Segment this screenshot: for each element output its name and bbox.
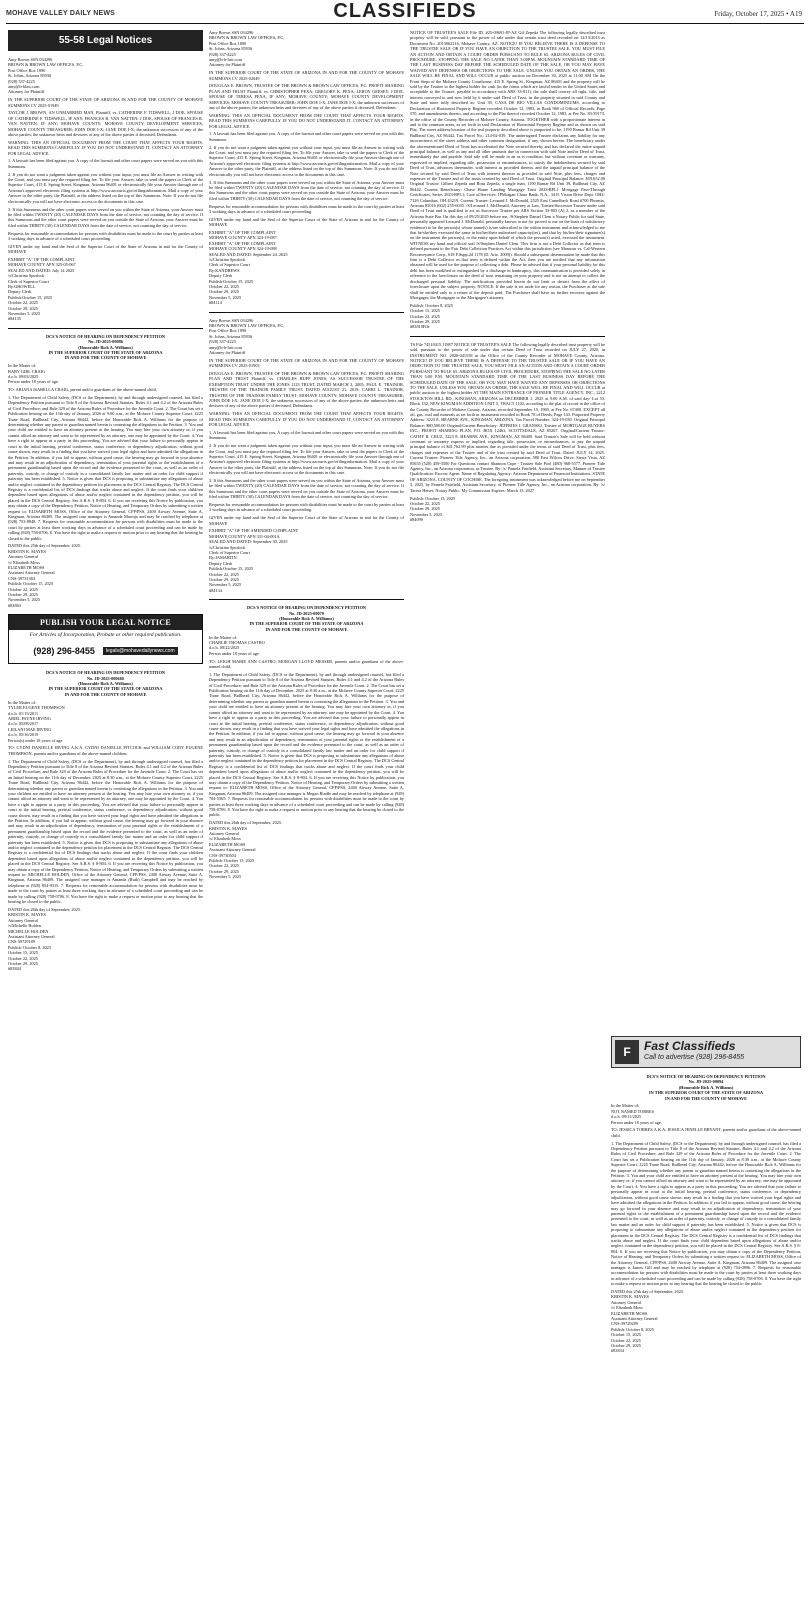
matter-block: In the Matter of: BABY GIRL CRAIG d.o.b. 09/03/2025 Person under 18 years of age.	[8, 363, 59, 385]
paragraph: 1. A lawsuit has been filed against you. A copy of the lawsuit and other court papers were served on you with this Summons.	[8, 158, 203, 169]
signature-block: DATED this 25th day of September, 2025. KRISTIN K. MAYES Attorney General /s/ Elizabeth Moss ELIZABETH MOSS Assistant Attorney General CNS-39731384 Publish: October 15, 2025 October 22, 2025 October 29, 2025 November 5, 2025 #83863	[8, 543, 82, 608]
paragraph: 2. If you do not want a judgment taken against you without your input, you must file an Answer in writing with the Court, and you must pay the required filing fee. To file your Answer, take or send the papers to Clerk of the Superior Court, 415 E. Spring Street, Kingman, Arizona 86401 or electronically file your Answer through one of Arizona's approved electronic filing systems at http://www.azcourts.gov/efilinginformation. Mail a copy of your Answer to the other party, the Plaintiff, at the address listed on the top of this Summons. Note: If you do not file electronically you will not have electronic access to the documents in this case.	[8, 171, 203, 204]
date-page: Friday, October 17, 2025 • A19	[714, 10, 802, 18]
notice-body: 1. The Department of Child Safety, (DCS or the Department), by and through undersigned counsel, has filed a Dependency Petition pursuant to Title 8 of the Arizona Revised Statutes, Rules 4.1 and 4.2 of the Arizona Rules of Civil Procedure; and Rule 329 of the Arizona Rules of Procedure for the Juvenile Court. 2. The Court has set a Publication hearing on the 11th day of December, 2025 at 8:30 a.m., at the Mohave County Superior Court, 2225 Trane Road, Bullhead City, Arizona 86442, before the Honorable Rick A. Williams for the purpose of determining whether any parent or guardian named herein is contesting the allegations in the Petition. 3. You and your child are entitled to have an attorney present at the hearing. You may hire your own attorney or, if you cannot afford an attorney and want to be represented by an attorney, one may be appointed by the Court. 4. You have a right to appear as a party in this proceeding. You are advised that your failure to personally appear in court at the initial hearing, pretrial conference, status conference, or dependency adjudication, without good cause shown, may result in a finding that you have waived your legal rights and have admitted the allegations in the Petition. In addition, if you fail to appear, without good cause, the hearing may go forward in your absence and may result in an adjudication of dependency, termination of your parental rights or the establishment of a permanent guardianship based upon the record and the evidence presented to the court, as well as an order of paternity, custody, or change of custody in a consolidated family law matter and an order for child support if paternity has been established. 5. Notice is given that DCS is proposing to substantiate any allegations of abuse and/or neglect contained in the dependency petition for placement in the DCS Central Registry. The DCS Central Registry is a confidential list of DCS findings that tracks abuse and neglect. If the court finds your child dependent based upon allegations of abuse and/or neglect contained in the dependency petition, you will be placed in the DCS Central Registry. See A.R.S. § 8-804. 6. If you are receiving this Notice by publication, you may obtain a copy of the Dependency Petition, Notice of Hearing, and Temporary Orders by submitting a written request to: ELIZABETH MOSS, Office of the Attorney General, CFP/PSS, 2400 Airway Avenue, Suite A, Kingman, Arizona 86409. The assigned case manager is Megan Rindle and may be reached by telephone at (928) 704-5565. 7. Requests for reasonable accommodation for persons with disabilities must be made to the court by parties at least three working days in advance of a scheduled court proceeding and can be made by calling (928) 758-0706. 8. You have the right to make a request or motion prior to any hearing that the hearing be closed to the public.	[209, 671, 404, 818]
dcs-notice-torres	[611, 1074, 801, 1354]
notice-body: NOTICE OF TRUSTEE'S SALE File ID. #25-09691-JP-AZ Gil Zepeda The following legally described trust property will be sold, pursuant to the power of sale under that certain trust deed recorded on 12/13/2013 as Document No. 2013062216, Mohave County, AZ. NOTICE! IF YOU BELIEVE THERE IS A DEFENSE TO THE TRUSTEE SALE OR IF YOU HAVE AN OBJECTION TO THE TRUSTEE SALE, YOU MUST FILE AN ACTION AND OBTAIN A COURT ORDER PURSUANT TO RULE 65, ARIZONA RULES OF CIVIL PROCEDURE, STOPPING THE SALE NO LATER THAN 5:00P.M. MOUNTAIN STANDARD TIME OF THE LAST BUSINESS DAY BEFORE THE SCHEDULED DATE OF THE SALE, OR YOU MAY HAVE WAIVED ANY DEFENSES OR OBJECTIONS TO THE SALE. UNLESS YOU OBTAIN AN ORDER, THE SALE WILL BE FINAL AND WILL OCCUR at public auction on December 30, 2025 at 11:00 AM On the Front Steps of the Mohave County Courthouse, 415 E. Spring St., Kingman, AZ 86401 and the property will be sold by the Trustee to the highest bidder for cash (in the forms which are lawful tender in the United States and acceptable to the Trustee, payable in accordance with ARS 33-811), the sale shall convey all right, title, and interest conveyed to and now held by it under said Deed of Trust, in the property situated in said County and State and more fully described as: Unit 39, CASA DE RIO VILLAS CONDOMINIUMS, according to Declaration of Horizontal Property Regime recorded October 12, 1983, in Book 969 of Official Records, Page 570, and amendments thereto, and according to the Plat thereof recorded October 12, 1983, at Fee No. 83-39173, in the office of the County Recorder of Mohave County, Arizona. TOGETHER with a proportionate interest in and to the common areas, as set forth in said Declaration of Horizontal Property Regime and as shown on said Plat. The street address/location of the real property described above is purported to be: 1190 Ramar Rd Unit 39 Bullhead City, AZ 86442, Tax Parcel No.: 214-02-039. The undersigned Trustee disclaims any liability for any incorrectness of the street address and other common designation, if any, shown herein. The beneficiary under the aforementioned Deed of Trust has accelerated the Note secured thereby and has declared the entire unpaid principal balance, as well as any and all other amounts due in connection with said Note and/or Deed of Trust, immediately due and payable. Said sale will be made in an as is condition, but without covenant or warranty, expressed or implied, regarding title, possession or encumbrances, to satisfy the indebtedness secured by said Deed of Trust, advances thereunder, with interest as provided therein, and the unpaid principal balance of the Note secured by said Deed of Trust with interest thereon as provided in said Note, plus fees, charges and expenses of the Trustee and of the trusts created by said Deed of Trust. Original Principal Balance: $59,652.00 Original Trustor: Gilbert Zepeda and Rosa Zepeda, a single man, 1190 Ramar Rd Unit 39, Bullhead City, AZ 86442. Current Beneficiary: Chase Home Landing Mortgage Trust 2023-RPL1 Mortgage Pass-Through Certificates, Series 2023-RPL1; Care of/Servicer: JPMorgan Chase Bank, N.A., 3415 Vision Drive Dept. OH4-7126 Columbus, OH 43219. Current Trustee: Leonard J. McDonald, 2525 East Camelback Road #700 Phoenix, Arizona 85016 (602) 255-6035. /S/Leonard J. McDonald, Attorney at Law, Trustee/Successor Trustee under said Deed of Trust and is qualified to act as Successor Trustee per ARS Section 33-803 (A) 2, as a member of the Arizona State Bar. On this day of 09/25/2025 before me, /S/Stephen Daniel Clem a Notary Public for said State, personally appeared Leonard J. McDonald, personally known to me (or proved to me on the basis of satisfactory evidence) to be the person(s) whose name(s) is/are subscribed to the within instrument and acknowledged to me that he/she/they executed the same in his/her/their authorized capacity(ies), and that by his/her/their signature(s) on the instrument the person(s), or the entity upon behalf of which the person(s) acted, executed the instrument. WITNESS my hand and official seal /S/Stephen Daniel Clem. This firm is not a Debt Collector as that term is defined pursuant to the Fair Debt Collection Practices Act within this jurisdiction (see Mansour vs. Cal-Western Reconveyance Corp., 618 F.Supp.2d 1178 (D. Ariz. 2009)). Should a subsequent determination be made that this firm is a Debt Collector as that term is defined within the Act, then you are notified that any information obtained will be used for the purpose of collecting a debt. Please be advised that if your personal liability for this debt has been modified or extinguished by a discharge in bankruptcy, this communication is provided solely in reference to the foreclosure on the deed of trust remaining on your property and is not an attempt to collect the discharged personal liability. The notifications provided herein do not limit or detract from the effect of foreclosure upon the subject property. NOTICE: If the sale is set aside for any reason, the Purchaser at the sale shall be entitled only to a return of the deposit paid. The Purchaser shall have no further recourse against the Mortgagor, the Mortgagee or the Mortgagee's attorney.	[410, 30, 605, 300]
column-1	[8, 30, 203, 1615]
paragraph: GIVEN under my hand and the Seal of the Superior Court of the State of Arizona in and for the County of MOHAVE	[209, 216, 404, 228]
column-2	[209, 30, 404, 1615]
paragraph: 1. A lawsuit has been filed against you. A copy of the lawsuit and other court papers were served on you with this Summons.	[209, 429, 404, 441]
notice-title: DCS'S NOTICE OF HEARING ON DEPENDENCY PETITION No. JD-2025-00094 (Honorable Rick A. Williams) IN THE SUPERIOR COURT OF THE STATE OF ARIZONA IN AND FOR THE COUNTY OF MOHAVE	[646, 1074, 766, 1101]
paragraph: GIVEN under my hand and the Seal of the Superior Court of the State of Arizona in and for the County of MOHAVE	[8, 243, 203, 255]
ad-headline: PUBLISH YOUR LEGAL NOTICE	[9, 615, 202, 630]
matter-block: In the Matter of: CHARLIE THOMAS CASTRO d.o.b. 08/22/2025 Person under 18 years of age.	[209, 634, 265, 656]
dcs-notice-thompson-irving	[8, 670, 203, 972]
parties: TAYLOR J. BROWN, AN UNMARRIED MAN, Plaintiff, vs. CATHERINE F. TIDSWELL; J DOE, SPOUSE OF CATHERINE F. TIDSWELL, IF ANY; FRANCES R. VAN NATTEN; J DOE, SPOUSE OF FRANCES R. VAN NATTEN, IF ANY; MOHAVE COUNTY; MOHAVE COUNTY DEVELOPMENT SERVICES, MOHAVE COUNTY TREASURER; JOHN DOE I-X; JANE DOE I-X; the unknown successors of any of the above parties; the unknown heirs and devisees of any of the above parties if deceased, Defendants.	[8, 110, 203, 138]
court-caption: IN THE SUPERIOR COURT OF THE STATE OF ARIZONA IN AND FOR THE COUNTY OF MOHAVE SUMMONS CV 2025-01903	[209, 357, 404, 369]
publish-legal-notice-ad[interactable]	[8, 614, 203, 664]
addressee: TO: LEIGH MARIE ANN CASTRO, MORGAN LLOYD MESSER, parents and/or guardians of the above-named child,	[209, 658, 404, 670]
section-title: CLASSIFIEDS	[333, 0, 477, 22]
warning: WARNING: THIS AN OFFICIAL DOCUMENT FROM THE COURT THAT AFFECTS YOUR RIGHTS. READ THIS SUMMONS CAREFULLY. IF YOU DO NOT UNDERSTAND IT, CONTACT AN ATTORNEY FOR LEGAL ADVICE.	[209, 112, 404, 129]
paragraph: 2. If you do not want a judgment taken against you without your input, you must file an Answer in writing with the Court, and you must pay the required filing fee. To file your Answer, take or send the papers to Clerk of the Superior Court, 415 E. Spring Street, Kingman, Arizona 86401 or electronically file your Answer through one of Arizona's approved electronic filing systems at http://www.azcourts.gov/efilinginformation. Mail a copy of your Answer to the other party, the Plaintiff, at the address listed on the top of this Summons. Note: If you do not file electronically you will not have electronic access to the documents in this case.	[209, 144, 404, 177]
dcs-notice-castro	[209, 605, 404, 879]
matter-block: In the Matter of: TYLER EUGENE THOMPSON d.o.b. 01/15/2011 ARIEL PAYNE IRVING d.o.b. 05/08/2017 LEILANI MAE IRVING d.o.b. 05/16/2019 Person(s) under 18 years of age.	[8, 699, 65, 743]
paper-name: MOHAVE VALLEY DAILY NEWS	[6, 10, 116, 17]
notice-title: DCS'S NOTICE OF HEARING ON DEPENDENCY PETITION No. JD-2025-00086 (Honorable Rick A. Williams) IN THE SUPERIOR COURT OF THE STATE OF ARIZONA IN AND FOR THE COUNTY OF MOHAVE	[45, 333, 166, 361]
addressee: TO: CYDNI DANIELLE IRVING A.K.A. CYDNI DANIELLE PITCOCK and WILLIAM CODY EUGENE THOMPSON, parents and/or guardians of the above-named children,	[8, 745, 203, 756]
attorney-block: Amy Brown SSN 034296 BROWN & BROWN LAW OFFICES, P.C, Post Office Box 1890 St. Johns, Arizona 85936 (928) 337-4225 amy@b-b-law.com Attorney for Plaintiff	[209, 317, 285, 356]
summons-notice-tidswell	[8, 57, 203, 322]
paragraph: Requests for reasonable accommodation for persons with disabilities must be made to the court by parties at least 3 working days in advance of a scheduled court proceeding.	[8, 230, 203, 241]
warning: WARNING: THIS AN OFFICIAL DOCUMENT FROM THE COURT THAT AFFECTS YOUR RIGHTS. READ THIS SUMMONS CAREFULLY. IF YOU DO NOT UNDERSTAND IT, CONTACT AN ATTORNEY FOR LEGAL ADVICE.	[209, 411, 404, 428]
addressee: TO: JESSICA TORRES A.K.A. JESSICA JENELLE BRYANT, parents and/or guardians of the above-named child,	[611, 1127, 801, 1138]
divider	[410, 336, 605, 337]
summons-notice-jones	[209, 318, 404, 594]
notice-body: 1. The Department of Child Safety, (DCS or the Department), by and through undersigned counsel, has filed a Dependency Petition pursuant to Title 8 of the Arizona Revised Statutes, Rules 4.1 and 4.2 of the Arizona Rules of Civil Procedure; and Rule 329 of the Arizona Rules of Procedure for the Juvenile Court. 2. The Court has set an Initial hearing on the 11th day of December, 2025 at 8:30 a.m., at the Mohave County Superior Court, 2225 Trane Road, Bullhead City, Arizona 86442, before the Honorable Rick A. Williams for the purpose of determining whether any parent or guardian named herein is contesting the allegations in the Petition. 3. You and your children are entitled to have an attorney present at the hearing. You may hire your own attorney or, if you cannot afford an attorney and want to be represented by an attorney, one may be appointed by the Court. 4. You have a right to appear as a party in this proceeding. You are advised that your failure to personally appear in court at the initial hearing, pretrial conference, status conference, or dependency adjudication, without good cause shown, may result in a finding that you have waived your legal rights and have admitted the allegations in the Petition. In addition, if you fail to appear, without good cause, the hearing may go forward in your absence and may result in an adjudication of dependency, termination of your parental rights or the establishment of a permanent guardianship based upon the record and the evidence presented to the court, as well as an order of paternity, custody, or change of custody in a consolidated family law matter and an order for child support if paternity has been established. 5. Notice is given that DCS is proposing to substantiate any allegations of abuse and/or neglect contained in the dependency petition for placement in the DCS Central Registry. The DCS Central Registry is a confidential list of DCS findings that tracks abuse and neglect. If the court finds your children dependent based upon allegations of abuse and/or neglect contained in the dependency petition, you will be placed in the DCS Central Registry. See A.R.S. § 8-804. 6. If you are receiving this Notice by publication, you may obtain a copy of the Dependency Petition, Notice of Hearing, and Temporary Orders by submitting a written request to: MICHELLE HOLDEN, Office of the Attorney General, CFP/PSS, 2400 Airway Avenue, Suite A, Kingman, Arizona 86409. The assigned case manager is Amanda (Ruth) Campbell and may be reached by telephone at (928) 854-9315. 7. Requests for reasonable accommodation for persons with disabilities must be made to the court by parties at least three working days in advance of a scheduled court proceeding and can be made by calling (928) 758-0706. 8. You have the right to make a request or motion prior to any hearing that the hearing be closed to the public.	[8, 758, 203, 905]
publish-dates: Publish: October 8, 2025 October 15, 2025 October 22, 2025 October 29, 2025 #83810File	[410, 302, 453, 330]
paragraph: 3. If this Summons and the other court papers were served on you within the State of Arizona, your Answer must be filed within TWENTY (20) CALENDAR DAYS from the date of service, not counting the day of service. If this Summons and the other court papers were served on you outside the State of Arizona, your Answer must be filed within THIRTY (30) CALENDAR DAYS from the date of service, not counting the day of service.	[209, 477, 404, 500]
trustee-sale-zepeda	[410, 30, 605, 330]
paragraph: 2. If you do not want a judgment taken against you without your input, you must file an Answer in writing with the Court, and you must pay the required filing fee. To file your Answer, take or send the papers to Clerk of the Superior Court, 415 E. Spring Street, Kingman, Arizona 86401 or electronically file your Answer through one of Arizona's approved electronic filing systems at http://www.azcourts.gov/efilinginformation. Mail a copy of your Answer to the other party, the Plaintiff, at the address listed on the top of this Summons. Note: If you do not file electronically you will not have electronic access to the documents in this case.	[209, 443, 404, 476]
fast-classifieds-logo-icon: F	[615, 1040, 639, 1064]
signature-block: EXHIBIT "A" OF THE COMPLAINT MOHAVE COUNTY APN 324-19-087 EXHIBIT "A" OF THE COMPLAINT MOHAVE COUNTY APN 324-19-088 SEALED AND DATED: September 24, 2025 /s/Christina Spurlock Clerk of Superior Court By:KANDREWS Deputy Clerk Publish:October 15, 2025 October 22, 2025 October 29, 2025 November 5, 2025 #84114	[209, 229, 288, 306]
legal-notices-banner: 55-58 Legal Notices	[8, 30, 203, 51]
column-3	[410, 30, 605, 1615]
warning: WARNING: THIS AN OFFICIAL DOCUMENT FROM THE COURT THAT AFFECTS YOUR RIGHTS. READ THIS SUMMONS CAREFULLY. IF YOU DO NOT UNDERSTAND IT, CONTACT AN ATTORNEY FOR LEGAL ADVICE.	[8, 139, 203, 156]
summons-notice-pexa	[209, 30, 404, 306]
paragraph: Requests for reasonable accommodation for persons with disabilities must be made to the court by parties at least 3 working days in advance of a scheduled court proceeding.	[209, 203, 404, 214]
parties: DOUGLAS E. BROWN, TRUSTEE OF THE BROWN & BROWN LAW OFFICES, P.C. PROFIT SHARING PLAN AND TRUST Plaintiff, vs. CHRISTOPHER PEXA; GREGORY K. PEXA; LEROY GEESEY; J DOE, SPOUSE OF TERESA PEXA, IF ANY; MOHAVE COUNTY; MOHAVE COUNTY DEVELOPMENT SERVICES; MOHAVE COUNTY TREASURER; JOHN DOE I-X; JANE DOE I-X; the unknown successors of any of the above parties; the unknown heirs and devisees of any of the above parties if deceased, Defendants.	[209, 83, 404, 111]
notice-body: 1. The Department of Child Safety, (DCS or the Department), by and through undersigned counsel, has filed a Dependency Petition pursuant to Title 8 of the Arizona Revised Statutes, Rules 4.1 and 4.2 of the Arizona Rules of Civil Procedure; and Rule 329 of the Arizona Rules of Procedure for the Juvenile Court. 2. The Court has set a Publication hearing on the 11th day of January, 2026 at 8:30 a.m., at the Mohave County Superior Court, 2225 Trane Road, Bullhead City, Arizona 86442, before the Honorable Rick A. Williams for the purpose of determining whether any parent or guardian named herein is contesting the allegations in the Petition. 3. You and your child are entitled to have an attorney present at the hearing. You may hire your own attorney or, if you cannot afford an attorney and want to be represented by an attorney, one may be appointed by the Court. 4. You have a right to appear as a party in this proceeding. You are advised that your failure to personally appear in court at the initial hearing, pretrial conference, status conference, or dependency adjudication, without good cause shown, may result in a finding that you have waived your legal rights and have admitted the allegations in the Petition. In addition, if you fail to appear, without good cause, the hearing may go forward in your absence and may result in an adjudication of dependency, termination of your parental rights or the establishment of a permanent guardianship based upon the record and the evidence presented to the court, as well as an order of paternity, custody, or change of custody in a consolidated family law matter and an order for child support if paternity has been established. 5. Notice is given that DCS is proposing to substantiate any allegations of abuse and/or neglect contained in the dependency petition for placement in the DCS Central Registry. The DCS Central Registry is a confidential list of DCS findings that tracks abuse and neglect. If the court finds your child dependent based upon allegations of abuse and/or neglect contained in the dependency petition, you will be placed in the DCS Central Registry. See A.R.S. § 8-804. 6. If you are receiving this Notice by publication, you may obtain a copy of the Dependency Petition, Notice of Hearing, and Temporary Orders by submitting a written request to: ELIZABETH MOSS, Office of the Attorney General, CFP/PSS, 2400 Airway Avenue, Suite A, Kingman, Arizona 86409. The assigned case manager is James Gill and may be reached by telephone at (928) 754-0896. 7. Requests for reasonable accommodation for persons with disabilities must be made to the court by parties at least three working days in advance of a scheduled court proceeding and can be made by calling (928) 758-0706. 8. You have the right to make a request or motion prior to any hearing that the hearing be closed to the public.	[611, 1140, 801, 1287]
attorney-block: Amy Brown SSN 034296 BROWN & BROWN LAW OFFICES, P.C, Post Office Box 1890 St. Johns, Arizona 85936 (928) 337-4225 amy@b-blaw.com Attorney for Plaintiff	[8, 57, 84, 95]
notice-title: DCS'S NOTICE OF HEARING ON DEPENDENCY PETITION No. JD-2025-00066$ (Honorable Rick A. Williams) IN THE SUPERIOR COURT OF THE STATE OF ARIZONA IN AND FOR THE COUNTY OF MOHAVE	[45, 670, 166, 697]
fast-classifieds-phone[interactable]: Call to advertise (928) 296-8455	[644, 1054, 745, 1061]
notice-body: TS File 74510415.11887 NOTICE OF TRUSTEE'S SALE The following legally described trust property will be sold, pursuant to the power of sale under that certain Deed of Trust recorded on JULY 27, 2020, in INSTRUMENT NO. 2020-041558 in the Office of the County Recorder of MOHAVE County, Arizona. NOTICE! IF YOU BELIEVE THERE IS A DEFENSE TO THE TRUSTEE SALE OR IF YOU HAVE AN OBJECTION TO THE TRUSTEE SALE, YOU MUST FILE AN ACTION AND OBTAIN A COURT ORDER PURSUANT TO RULE 65, ARIZONA RULES OF CIVIL PROCEDURE, STOPPING THE SALE NO LATER THAN 5:00 P.M. MOUNTAIN STANDARD TIME OF THE LAST BUSINESS DAY BEFORE THE SCHEDULED DATE OF THE SALE, OR YOU MAY HAVE WAIVED ANY DEFENSES OR OBJECTIONS TO THE SALE. UNLESS YOU OBTAIN AN ORDER, THE SALE WILL BE FINAL AND WILL OCCUR at public auction to the highest bidder AT THE MAIN ENTRANCE OF PIONEER TITLE AGENCY, INC., 2212 STOCKTON HILL RD., KINGMAN, ARIZONA on DECEMBER 1, 2025 at 9:00 A.M. of said day: Lot 53, Block 132, NEW KINGMAN ADDITION UNIT 5, TRACT 1102, according to the plat of record in the office of the County Recorder of Mohave County, Arizona, recorded September 15, 1969, at Fee No. 67400. EXCEPT all oil, gas, coal and minerals as set forth in instrument recorded in Book 78 of Deeds, Page 143. Purported Property Address: 3223 E. HEARNE AVE., KINGMAN, ARIZONA. Tax Parcel Number: 324-19-030. Original Principal Balance: $80,500.00 Original/Current Beneficiary: JEFFRIES J. GRANSKI, Trustee of MORTGAGE BUYERS INC., PROFIT SHARING PLAN, P.O. BOX 12463, SCOTTSDALE, AZ 85267. Original/Current Trustor: CATHY R. CRUZ, 3223 E. HEARNE AVE., KINGMAN, AZ 86409. Said Trustee's Sale will be held without covenant or warranty express or implied, regarding title, possession, or encumbrances, to pay the unpaid principal balance of $41,762.99 plus monies due as provided under the terms of said Deed of Trust, plus fees, charges and expenses of the Trustee and of the trust created by said Deed of Trust. Dated: JULY 14, 2025. Current Trustee: Pioneer Title Agency, Inc., an Arizona corporation, 580 East Wilcox Drive, Sierra Vista, AZ 85635 (520) 459-3500 For Questions contact Shannon Cope - Trustee Sale Pool (480) 968-5577. Pioneer Title Agency, Inc., an Arizona corporation, as Trustee. By: /s/ Pamela Fairfield, Assistant Secretary, Manner of Trustee Qualification: Escrow Agent, Name of Regulating Agency: Arizona Department of Financial Institutions. STATE OF ARIZONA, COUNTY OF COCHISE. The foregoing instrument was acknowledged before me on September 3, 2025, by Pamela Fairfield, Assistant Secretary, of Pioneer Title Agency, Inc., an Arizona corporation. By: /s/ Teresa Heiser, Notary Public. My Commission Expires: March 15, 2027.	[410, 341, 605, 493]
signature-block: DATED this 25th day of September, 2025. KRISTIN K. MAYES Attorney General /s/ Elizabeth Moss ELIZABETH MOSS Assistant Attorney General CNS-39729289 Publish: October 8, 2025 October 15, 2025 October 22, 2025 October 29, 2025 #83834	[611, 1289, 685, 1354]
ad-email[interactable]: legals@mohavedailynews.com	[103, 647, 178, 655]
signature-block: EXHIBIT "A" OF THE COMPLAINT MOHAVE COUNTY APN 325-05-067 SEALED AND DATED: July 14 2025 /s/Christina Spurlock Clerk of Superior Court By:GHOWELL Deputy Clerk Publish:October 15, 2025 October 22, 2025 October 29, 2025 November 5, 2025 #84135	[8, 256, 76, 322]
paragraph: 3. If this Summons and the other court papers were served on you within the State of Arizona, your Answer must be filed within TWENTY (20) CALENDAR DAYS from the date of service, not counting the day of service. If this Summons and the other court papers were served on you outside the State of Arizona, your Answer must be filed within THIRTY (30) CALENDAR DAYS from the date of service, not counting the day of service.	[209, 179, 404, 201]
signature-block: DATED this 26th day of September, 2025. KRISTIN K. MAYES Attorney General /s/ Elizabeth Moss ELIZABETH MOSS Assistant Attorney General CNS-39730504 Publish: October 15, 2025 October 22, 2025 October 29, 2025 November 5, 2025	[209, 820, 283, 880]
signature-block: EXHIBIT "A" OF THE AMENDED COMPLAINT MOHAVE COUNTY APN 331-04-001A SEALED AND DATED: September 30, 2025 /s/Christina Spurlock Clerk of Superior Court By:JAMARTIN Deputy Clerk Publish:October 15, 2025 October 22, 2025 October 29, 2025 November 5, 2025 #84134	[209, 528, 299, 593]
addressee: TO: ARIANA ISABELLA CRAIG, parent and/or guardians of the above-named child,	[8, 387, 157, 393]
divider	[209, 312, 404, 313]
fast-classifieds-title: Fast Classifieds	[644, 1039, 736, 1053]
paragraph: 1. A lawsuit has been filed against you. A copy of the lawsuit and other court papers were served on you with this Summons.	[209, 131, 404, 142]
court-caption: IN THE SUPERIOR COURT OF THE STATE OF ARIZONA IN AND FOR THE COUNTY OF MOHAVE SUMMONS CV 2025-02049	[209, 70, 404, 81]
dcs-notice-craig	[8, 334, 203, 608]
divider	[8, 328, 203, 329]
column-4-upper-continuation	[611, 30, 801, 1030]
court-caption: IN THE SUPERIOR COURT OF THE STATE OF ARIZONA IN AND FOR THE COUNTY OF MOHAVE SUMMONS CV 2025-01949	[8, 97, 203, 108]
header-rule	[6, 23, 804, 24]
divider	[209, 599, 404, 600]
page-header	[0, 0, 810, 22]
publish-dates: Publish: October 15, 2025 October 22, 2025 October 29, 2025 November 5, 2025 #84099	[410, 495, 456, 523]
trustee-sale-cruz	[410, 342, 605, 523]
paragraph: 3. If this Summons and the other court papers were served on you within the State of Arizona, your Answer must be filed within TWENTY (20) CALENDAR DAYS from the date of service, not counting the day of service. If this Summons and the other court papers were served on you outside the State of Arizona, your Answer must be filed within THIRTY (30) CALENDAR DAYS from the date of service, not counting the day of service.	[8, 206, 203, 228]
ad-subtext: For Articles of Incorporation, Probate or other required publication.	[29, 632, 182, 639]
ad-phone[interactable]: (928) 296-8455	[33, 646, 95, 657]
signature-block: DATED this 26th day of September, 2025. KRISTIN K. MAYES Attorney General /s/Michelle Holden MICHELLE HOLDEN Assistant Attorney General CNS-39729189 Publish: October 8, 2025 October 15, 2025 October 22, 2025 October 29, 2025 #83844	[8, 906, 82, 972]
parties: DOUGLAS E. BROWN, TRUSTEE OF THE BROWN & BROWN LAW OFFICES, P.C. PROFIT SHARING PLAN AND TRUST Plaintiff, vs. CHARLES HUFF JONES, AS SUCCESSOR TRUSTEE OF THE EXEMPTION TRUST UNDER THE JONES 1123 TRUST, DATED MARCH 3, 2005; PAUL E. TRAINOR, TRUSTEE OF THE TRAINOR FAMILY TRUST, DATED AUGUST 21, 2019; CARRI L. TRAINOR, TRUSTEE OF THE TRAINOR FAMILY TRUST; MOHAVE COUNTY; MOHAVE COUNTY TREASURER; JOHN DOE I-X; JANE DOE I-X; the unknown successors of any of the above parties; the unknown heirs and devisees of any of the above parties if deceased, Defendants.	[209, 371, 404, 409]
paragraph: Requests for reasonable accommodation for persons with disabilities must be made to the court by parties at least 3 working days in advance of a scheduled court proceeding.	[209, 501, 404, 513]
attorney-block: Amy Brown SSN 034296 BROWN & BROWN LAW OFFICES, P.C, Post Office Box 1890 St. Johns, Arizona 85936 (928) 337-4225 amy@b-b-law.com Attorney for Plaintiff	[209, 30, 285, 68]
column-4	[611, 30, 801, 1615]
paragraph: GIVEN under my hand and the Seal of the Superior Court of the State of Arizona in and for the County of MOHAVE	[209, 515, 404, 526]
fast-classifieds-ad[interactable]	[611, 1036, 801, 1068]
notice-title: DCS'S NOTICE OF HEARING ON DEPENDENCY PETITION No. JD-2025-00079 (Honorable Rick A. Williams) IN THE SUPERIOR COURT OF THE STATE OF ARIZONA IN AND FOR THE COUNTY OF MOHAVE	[246, 605, 367, 632]
matter-block: In the Matter of: NOT NAMED TORRES d.o.b. 09/11/2025 Person under 18 years of age.	[611, 1103, 662, 1125]
notice-body: 1. The Department of Child Safety, (DCS or the Department), by and through undersigned counsel, has filed a Dependency Petition pursuant to Title 8 of the Arizona Revised Statutes, Rules 4.1 and 4.2 of the Arizona Rules of Civil Procedure; and Rule 329 of the Arizona Rules of Procedure for the Juvenile Court. 2. The Court has set a Publication hearing on the 15th day of January, 2026 at 9:00 a.m., at the Mohave County Superior Court, 2225 Trane Road, Bullhead City, Arizona 86442, before the Honorable Rick A. Williams for the purpose of determining whether any parent or guardian named herein is contesting the allegations in the Petition. 3. You and your child are entitled to have an attorney present at the hearing. You may hire your own attorney or, if you cannot afford an attorney and want to be represented by an attorney, one may be appointed by the Court. 4. You have a right to appear as a party in this proceeding. You are advised that your failure to personally appear in court at the initial hearing, pretrial conference, status conference, or dependency adjudication, without good cause shown, may result in a finding that you have waived your legal rights and have admitted the allegations in the Petition. In addition, if you fail to appear, without good cause, the hearing may go forward in your absence and may result in an adjudication of dependency, termination of your parental rights or the establishment of a permanent guardianship based upon the record and the evidence presented to the court, as well as an order of paternity, custody, or change of custody in a consolidated family law matter and an order for child support if paternity has been established. 5. Notice is given that DCS is proposing to substantiate any allegations of abuse and/or neglect contained in the dependency petition for placement in the DCS Central Registry. The DCS Central Registry is a confidential list of DCS findings that tracks abuse and neglect. If the court finds your child/ren dependent based upon allegations of abuse and/or neglect contained in the dependency petition, you will be placed in the DCS Central Registry. See A.R.S. § 8-804. 6. If you are receiving this Notice by publication, you may obtain a copy of the Dependency Petition, Notice of Hearing, and Temporary Orders by submitting a written request to: ELISABETH MOSS, Office of the Attorney General, CFP/PSS, 2400 Airway Avenue, Suite A, Kingman, Arizona 86409. The assigned case manager is Amanda Marrujo and may be reached by telephone at (928) 753-8848. 7. Requests for reasonable accommodation for persons with disabilities must be made to the court by parties at least three working days in advance of a scheduled court proceeding and can be made by calling (928) 758-0706. 8. You have the right to make a request or motion prior to any hearing that the hearing be closed to the public.	[8, 395, 203, 541]
